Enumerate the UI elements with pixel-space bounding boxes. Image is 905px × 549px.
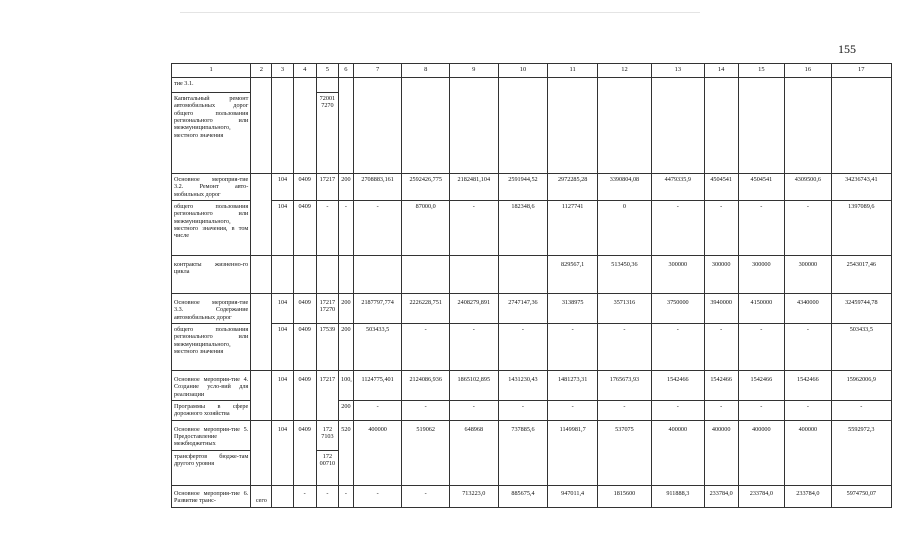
- value-cell: 4479335,9: [651, 174, 704, 201]
- code-cell: 104: [272, 323, 293, 370]
- value-cell: 32459744,78: [831, 294, 891, 324]
- value-cell: 0: [597, 201, 651, 256]
- code-cell: 0409: [293, 323, 316, 370]
- table-cell: [293, 256, 316, 294]
- row-description: Программы в сфере дорожного хозяйства: [172, 400, 251, 420]
- value-cell: 4504541: [738, 174, 785, 201]
- value-cell: 503433,5: [831, 323, 891, 370]
- value-cell: 400000: [704, 420, 738, 485]
- table-cell: [339, 78, 354, 174]
- value-cell: 1127741: [548, 201, 598, 256]
- table-cell: [316, 78, 338, 93]
- code-cell: 104: [272, 201, 293, 256]
- value-cell: 2747147,36: [498, 294, 548, 324]
- code-cell: -: [293, 485, 316, 507]
- value-cell: 513450,36: [597, 256, 651, 294]
- row-description: общего пользования регионального или межмуниципального, местного значения: [172, 323, 251, 370]
- table-cell: [316, 256, 338, 294]
- value-cell: -: [353, 485, 402, 507]
- value-cell: 911888,3: [651, 485, 704, 507]
- code-cell: 0409: [293, 370, 316, 420]
- code-cell: 17217 17270: [316, 294, 338, 324]
- table-row: [172, 201, 892, 256]
- value-cell: 2408279,891: [449, 294, 498, 324]
- table-row: [172, 420, 892, 450]
- code-cell: 0409: [293, 294, 316, 324]
- budget-table: [171, 63, 892, 508]
- value-cell: 4504541: [704, 174, 738, 201]
- row-description: Основное мероприя-тие 3.2. Ремонт авто-мобильных дорог: [172, 174, 251, 201]
- code-cell: 17539: [316, 323, 338, 370]
- value-cell: -: [785, 323, 832, 370]
- value-cell: -: [353, 400, 402, 420]
- value-cell: 713223,0: [449, 485, 498, 507]
- code-cell: 0409: [293, 174, 316, 201]
- table-cell: [548, 78, 598, 174]
- value-cell: 2592426,775: [402, 174, 450, 201]
- table-cell: [339, 256, 354, 294]
- value-cell: -: [498, 400, 548, 420]
- value-cell: -: [651, 201, 704, 256]
- table-cell: [251, 294, 272, 371]
- value-cell: -: [785, 201, 832, 256]
- header-cell: 1: [172, 64, 251, 78]
- value-cell: 1542466: [704, 370, 738, 400]
- value-cell: -: [597, 323, 651, 370]
- value-cell: 1815600: [597, 485, 651, 507]
- page-number: 155: [838, 42, 856, 56]
- table-cell: [402, 78, 450, 174]
- code-cell: 172 7103: [316, 420, 338, 450]
- code-cell: 100,: [339, 370, 354, 400]
- table-row: [172, 294, 892, 324]
- code-cell: сего: [251, 485, 272, 507]
- value-cell: -: [785, 400, 832, 420]
- value-cell: -: [402, 323, 450, 370]
- header-cell: 8: [402, 64, 450, 78]
- value-cell: [402, 256, 450, 294]
- value-cell: 4340000: [785, 294, 832, 324]
- value-cell: 4150000: [738, 294, 785, 324]
- header-cell: 6: [339, 64, 354, 78]
- value-cell: -: [738, 400, 785, 420]
- value-cell: -: [548, 323, 598, 370]
- value-cell: -: [831, 400, 891, 420]
- value-cell: -: [353, 201, 402, 256]
- value-cell: 2708883,161: [353, 174, 402, 201]
- value-cell: 1431230,43: [498, 370, 548, 400]
- table-row: [172, 174, 892, 201]
- header-cell: 5: [316, 64, 338, 78]
- value-cell: 5592972,3: [831, 420, 891, 485]
- table-cell: [738, 78, 785, 174]
- code-cell: 172 00710: [316, 450, 338, 485]
- value-cell: -: [402, 400, 450, 420]
- value-cell: 1542466: [785, 370, 832, 400]
- value-cell: 400000: [353, 420, 402, 485]
- code-cell: 200: [339, 174, 354, 201]
- value-cell: -: [651, 400, 704, 420]
- code-cell: -: [339, 485, 354, 507]
- table-row: [172, 323, 892, 370]
- table-cell: [597, 78, 651, 174]
- value-cell: 15962006,9: [831, 370, 891, 400]
- value-cell: 2182481,104: [449, 174, 498, 201]
- value-cell: 300000: [785, 256, 832, 294]
- table-cell: [251, 256, 272, 294]
- header-row: [172, 64, 892, 78]
- value-cell: 3138975: [548, 294, 598, 324]
- row-description: Основное мероприя-тие 4. Создание усло-вий для реализации: [172, 370, 251, 400]
- code-cell: -: [316, 201, 338, 256]
- value-cell: -: [498, 323, 548, 370]
- value-cell: -: [704, 323, 738, 370]
- table-cell: [785, 78, 832, 174]
- value-cell: 233784,0: [785, 485, 832, 507]
- value-cell: -: [449, 201, 498, 256]
- row-description: Основное мероприя-тие 6. Развитие транс-: [172, 485, 251, 507]
- value-cell: 400000: [651, 420, 704, 485]
- code-cell: -: [339, 201, 354, 256]
- value-cell: 2543017,46: [831, 256, 891, 294]
- table-cell: [251, 420, 272, 485]
- table-cell: [353, 78, 402, 174]
- table-row: [172, 256, 892, 294]
- header-cell: 17: [831, 64, 891, 78]
- value-cell: 233784,0: [738, 485, 785, 507]
- header-cell: 9: [449, 64, 498, 78]
- value-cell: 1397089,6: [831, 201, 891, 256]
- value-cell: [353, 256, 402, 294]
- table-row: [172, 78, 892, 93]
- value-cell: 3571316: [597, 294, 651, 324]
- header-cell: 15: [738, 64, 785, 78]
- scan-artifact-top: [180, 12, 700, 13]
- value-cell: 3750000: [651, 294, 704, 324]
- value-cell: 4309500,6: [785, 174, 832, 201]
- table-cell: [272, 78, 293, 174]
- value-cell: 947011,4: [548, 485, 598, 507]
- row-description: контракты жизненно-го цикла: [172, 256, 251, 294]
- table-cell: [651, 78, 704, 174]
- table-cell: [251, 174, 272, 256]
- value-cell: 400000: [785, 420, 832, 485]
- table-cell: [498, 78, 548, 174]
- value-cell: -: [704, 201, 738, 256]
- value-cell: 300000: [651, 256, 704, 294]
- value-cell: 182348,6: [498, 201, 548, 256]
- value-cell: 2124086,936: [402, 370, 450, 400]
- value-cell: 87000,0: [402, 201, 450, 256]
- table-row: [172, 485, 892, 507]
- code-cell: 0409: [293, 201, 316, 256]
- header-cell: 7: [353, 64, 402, 78]
- value-cell: 233784,0: [704, 485, 738, 507]
- value-cell: -: [738, 201, 785, 256]
- row-description: тие 3.1.: [172, 78, 251, 93]
- value-cell: 503433,5: [353, 323, 402, 370]
- value-cell: 1542466: [738, 370, 785, 400]
- value-cell: 1124775,401: [353, 370, 402, 400]
- header-cell: 16: [785, 64, 832, 78]
- code-cell: 72001 7270: [316, 93, 338, 174]
- table-cell: [272, 256, 293, 294]
- table-cell: [272, 485, 293, 507]
- code-cell: -: [316, 485, 338, 507]
- value-cell: 3390804,08: [597, 174, 651, 201]
- value-cell: 885675,4: [498, 485, 548, 507]
- value-cell: -: [402, 485, 450, 507]
- value-cell: 1542466: [651, 370, 704, 400]
- value-cell: -: [704, 400, 738, 420]
- value-cell: -: [449, 400, 498, 420]
- row-description: трансфертов бюдже-там другого уровня: [172, 450, 251, 485]
- header-cell: 3: [272, 64, 293, 78]
- header-cell: 14: [704, 64, 738, 78]
- code-cell: 200: [339, 294, 354, 324]
- code-cell: 200: [339, 323, 354, 370]
- code-cell: 104: [272, 420, 293, 485]
- header-cell: 4: [293, 64, 316, 78]
- code-cell: 200: [339, 400, 354, 420]
- code-cell: 520: [339, 420, 354, 485]
- value-cell: 3940000: [704, 294, 738, 324]
- header-cell: 10: [498, 64, 548, 78]
- header-cell: 12: [597, 64, 651, 78]
- value-cell: 300000: [704, 256, 738, 294]
- value-cell: 300000: [738, 256, 785, 294]
- value-cell: 537075: [597, 420, 651, 485]
- value-cell: [498, 256, 548, 294]
- header-cell: 2: [251, 64, 272, 78]
- value-cell: 1765673,93: [597, 370, 651, 400]
- value-cell: -: [738, 323, 785, 370]
- value-cell: 1865102,895: [449, 370, 498, 400]
- row-description: общего пользования регионального или межмуниципального, местного значения, в том числе: [172, 201, 251, 256]
- code-cell: 104: [272, 370, 293, 420]
- value-cell: 2972285,28: [548, 174, 598, 201]
- value-cell: 1481273,31: [548, 370, 598, 400]
- code-cell: 104: [272, 174, 293, 201]
- value-cell: 648968: [449, 420, 498, 485]
- table-cell: [293, 78, 316, 174]
- value-cell: [449, 256, 498, 294]
- table-cell: [704, 78, 738, 174]
- value-cell: -: [548, 400, 598, 420]
- table-cell: [831, 78, 891, 174]
- value-cell: -: [597, 400, 651, 420]
- row-description: Капитальный ремонт автомобильных дорог общего пользования регионального или межмуниципального, местного значения: [172, 93, 251, 174]
- table-cell: [449, 78, 498, 174]
- value-cell: -: [651, 323, 704, 370]
- value-cell: 829567,1: [548, 256, 598, 294]
- value-cell: 34236743,41: [831, 174, 891, 201]
- table-cell: [251, 78, 272, 174]
- value-cell: 1149981,7: [548, 420, 598, 485]
- value-cell: 2591944,52: [498, 174, 548, 201]
- value-cell: -: [449, 323, 498, 370]
- row-description: Основное мероприя-тие 5. Предоставление межбюджетных: [172, 420, 251, 450]
- table-row: [172, 370, 892, 400]
- header-cell: 11: [548, 64, 598, 78]
- value-cell: 519062: [402, 420, 450, 485]
- code-cell: 17217: [316, 174, 338, 201]
- value-cell: 2226228,751: [402, 294, 450, 324]
- code-cell: 17217: [316, 370, 338, 420]
- row-description: Основное мероприя-тие 3.3. Содержание автомобильных дорог: [172, 294, 251, 324]
- code-cell: 0409: [293, 420, 316, 485]
- value-cell: 400000: [738, 420, 785, 485]
- value-cell: 737885,6: [498, 420, 548, 485]
- header-cell: 13: [651, 64, 704, 78]
- table-cell: [251, 370, 272, 420]
- code-cell: 104: [272, 294, 293, 324]
- value-cell: 5974750,07: [831, 485, 891, 507]
- value-cell: 2187797,774: [353, 294, 402, 324]
